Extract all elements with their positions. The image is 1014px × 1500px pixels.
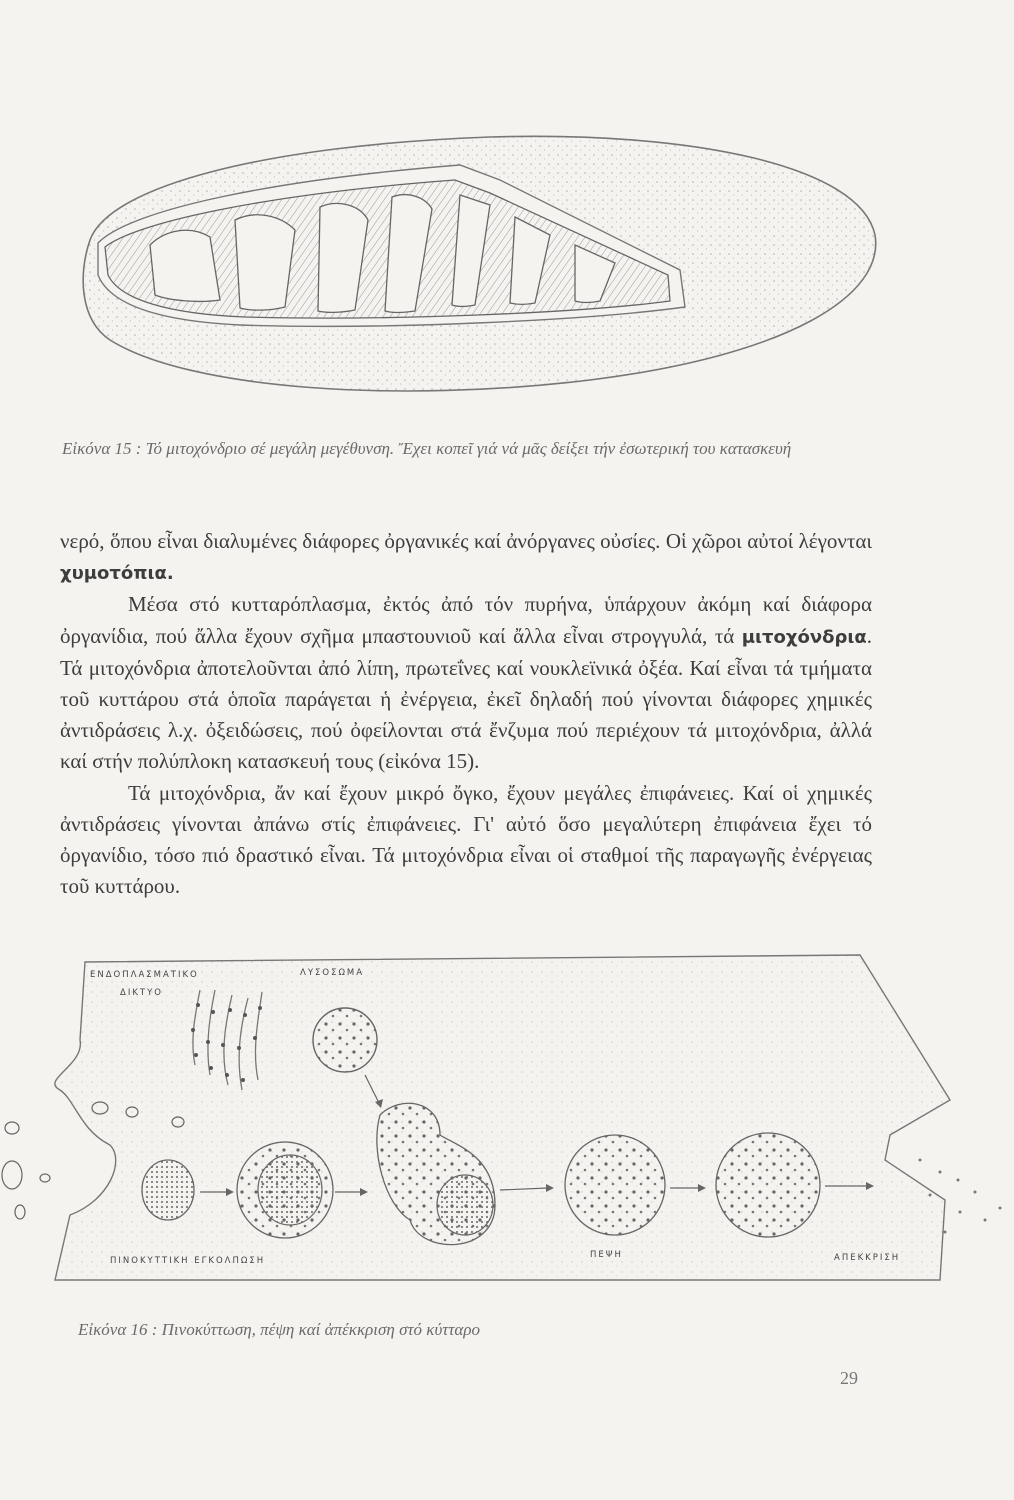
label-lysosome: ΛΥΣΟΣΩΜΑ [300,968,365,978]
paragraph-3: Τά μιτοχόνδρια, ἄν καί ἔχουν μικρό ὄγκο, ἔχουν μεγάλες ἐπιφάνειες. Καί οἱ χημικές ἀντιδράσεις γίνονται ἀπάνω στίς ἐπιφάνειες. Γι' αὐτό ὅσο μεγαλύτερη ἐπιφάνεια ἔχει τό ὀργανίδιο, τόσο πιό δραστικό εἶναι. Τά μιτοχόνδρια εἶναι οἱ σταθμοί τῆς παραγωγῆς ἐνέργειας τοῦ κυττάρου. [60,780,872,899]
term-chymotopia: χυμοτόπια. [60,563,174,585]
body-text [60,526,872,902]
label-pinocytosis: ΠΙΝΟΚΥΤΤΙΚΗ ΕΓΚΟΛΠΩΣΗ [110,1256,266,1266]
term-mitochondria: μιτοχόνδρια [741,626,867,648]
figure-16-caption: Εἰκόνα 16 : Πινοκύττωση, πέψη καί ἀπέκκριση στό κύτταρο [78,1320,480,1339]
figure-15-caption: Εἰκόνα 15 : Τό μιτοχόνδριο σέ μεγάλη μεγέθυνση. Ἔχει κοπεῖ γιά νά μᾶς δείξει τήν ἐσωτερική του κατασκευή [62,439,792,458]
label-excretion: ΑΠΕΚΚΡΙΣΗ [834,1253,901,1263]
paragraph-1: νερό, ὅπου εἶναι διαλυμένες διάφορες ὀργανικές καί ἀνόργανες οὐσίες. Οἱ χῶροι αὐτοί λέγονται χυμοτόπια. [60,529,872,585]
paragraph-2: Μέσα στό κυτταρόπλασμα, ἐκτός ἀπό τόν πυρήνα, ὑπάρχουν ἀκόμη καί διάφορα ὀργανίδια, πού ἄλλα ἔχουν σχῆμα μπαστουνιοῦ καί ἄλλα εἶναι στρογγυλά, τά μιτοχόνδρια. Τά μιτοχόνδρια ἀποτελοῦνται ἀπό λίπη, πρωτεΐνες καί νουκλεϊνικά ὀξέα. Καί εἶναι τά τμήματα τοῦ κυττάρου στά ὁποῖα παράγεται ἡ ἐνέργεια, ἐκεῖ δηλαδή πού γίνονται διάφορες χημικές ἀντιδράσεις λ.χ. ὀξειδώσεις, πού ὀφείλονται στά ἔνζυμα πού περιέχουν τά μιτοχόνδρια, ἀλλά καί στήν πολύπλοκη κατασκευή τους (εἰκόνα 15). [60,592,872,774]
mitochondrion-illustration [70,125,880,425]
label-reticulum: ΔΙΚΤΥΟ [120,988,163,998]
label-digestion: ΠΕΨΗ [590,1250,623,1260]
label-endoplasmic-reticulum: ΕΝΔΟΠΛΑΣΜΑΤΙΚΟ [90,970,199,980]
page-number: 29 [840,1368,858,1388]
